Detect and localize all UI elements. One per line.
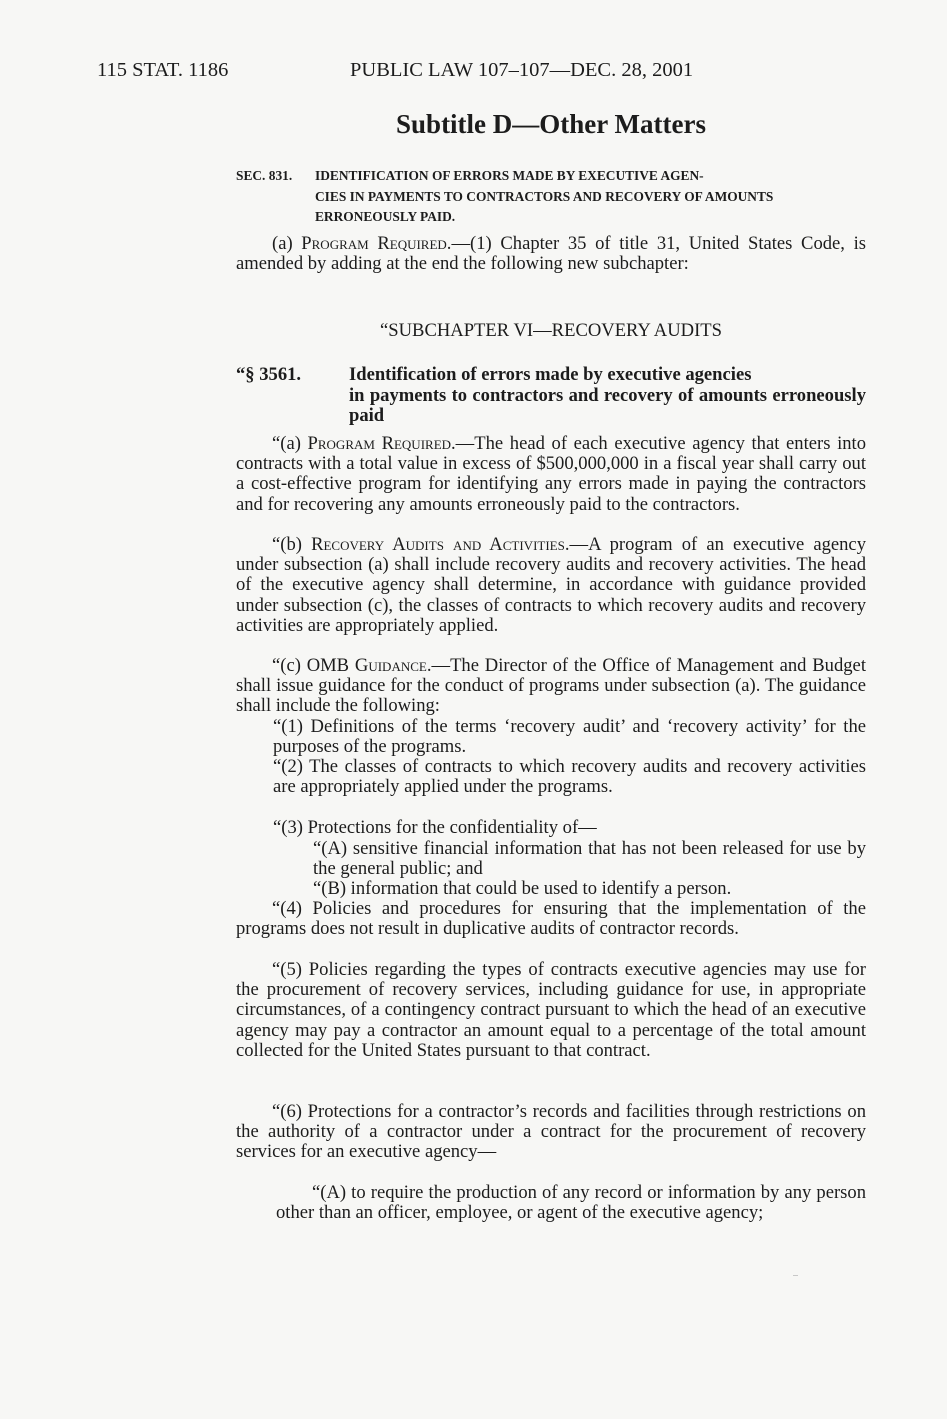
list-item-3A: “(A) sensitive financial information that has not been released for use by the general public; and	[313, 838, 866, 880]
scan-speck	[793, 1275, 798, 1276]
list-item-5	[236, 960, 866, 1061]
subsection-a-heading: Program Required.	[307, 433, 456, 454]
paragraph-a-text: —(1) Chapter 35 of title 31, United States Code, is amended by adding at the end the following new subchapter:	[236, 233, 866, 275]
paragraph-a-label: (a)	[272, 233, 302, 254]
section-heading	[236, 166, 866, 228]
paragraph-a	[236, 234, 866, 274]
subchapter-heading: “SUBCHAPTER VI—RECOVERY AUDITS	[380, 320, 722, 341]
list-item-3B: “(B) information that could be used to identify a person.	[313, 878, 732, 899]
list-item-4	[236, 899, 866, 939]
section-title-line1: IDENTIFICATION OF ERRORS MADE BY EXECUTIVE AGEN-	[315, 168, 704, 183]
subsection-a-label: “(a)	[272, 433, 308, 454]
subsection-c-heading: Guidance.	[354, 655, 432, 676]
list-item-1: “(1) Definitions of the terms ‘recovery audit’ and ‘recovery activity’ for the purposes of the programs.	[273, 716, 866, 758]
list-item-2: “(2) The classes of contracts to which recovery audits and recovery activities are appropriately applied under the programs.	[273, 756, 866, 798]
page-stat-citation: 115 STAT. 1186	[97, 59, 229, 81]
section-3561-title-first: Identification of errors made by executive agencies	[349, 364, 752, 385]
subsection-c-text: —The Director of the Office of Management and Budget shall issue guidance for the conduct of programs under subsection (a). The guidance shall include the following:	[236, 655, 866, 717]
list-item-6-text: “(6) Protections for a contractor’s records and facilities through restrictions on the authority of a contractor under a contract for the procurement of recovery services for an executive agency—	[236, 1101, 866, 1163]
section-3561-title-rest: in payments to contractors and recovery of amounts erroneously paid	[349, 384, 866, 426]
paragraph-a-heading: Program Required.	[301, 233, 452, 254]
subsection-a-text: —The head of each executive agency that enters into contracts with a total value in excess of $500,000,000 in a fiscal year shall carry out a cost-effective program for identifying any errors made in paying the contractors and for recovering any amounts erroneously paid to the contractors.	[236, 433, 866, 515]
list-item-4-text: “(4) Policies and procedures for ensuring that the implementation of the programs does not result in duplicative audits of contractor records.	[236, 898, 866, 940]
subsection-c	[236, 656, 866, 717]
subsection-a	[236, 434, 866, 515]
section-number: SEC. 831.	[236, 168, 293, 183]
list-item-6A-text: “(A) to require the production of any record or information by any person other than an officer, employee, or agent of the executive agency;	[276, 1182, 866, 1224]
list-item-3: “(3) Protections for the confidentiality of—	[273, 817, 597, 838]
subsection-c-label: “(c)	[272, 655, 307, 676]
section-3561-heading	[236, 365, 866, 427]
subtitle-heading: Subtitle D—Other Matters	[396, 109, 706, 139]
subsection-b-heading: Recovery Audits and Activities.	[311, 534, 570, 555]
list-item-6A	[276, 1183, 866, 1223]
section-title-rest: CIES IN PAYMENTS TO CONTRACTORS AND RECOVERY OF AMOUNTS ERRONEOUSLY PAID.	[315, 188, 774, 224]
list-item-5-text: “(5) Policies regarding the types of contracts executive agencies may use for the procurement of recovery services, including guidance for use, in appropriate circumstances, of a contingency contract pursuant to which the head of an executive agency may pay a contractor an amount equal to a percentage of the total amount collected for the United States pursuant to that contract.	[236, 959, 866, 1061]
subsection-b	[236, 535, 866, 636]
subsection-b-text: —A program of an executive agency under subsection (a) shall include recovery audits and recovery activities. The head of the executive agency shall determine, in accordance with guidance provided under subsection (c), the classes of contracts to which recovery audits and recovery activities are appropriately applied.	[236, 534, 866, 636]
list-item-6	[236, 1102, 866, 1163]
subsection-b-label: “(b)	[272, 534, 312, 555]
subsection-c-heading-prefix: OMB	[306, 655, 355, 676]
running-header: PUBLIC LAW 107–107—DEC. 28, 2001	[350, 59, 694, 81]
section-3561-number: “§ 3561.	[236, 364, 302, 385]
